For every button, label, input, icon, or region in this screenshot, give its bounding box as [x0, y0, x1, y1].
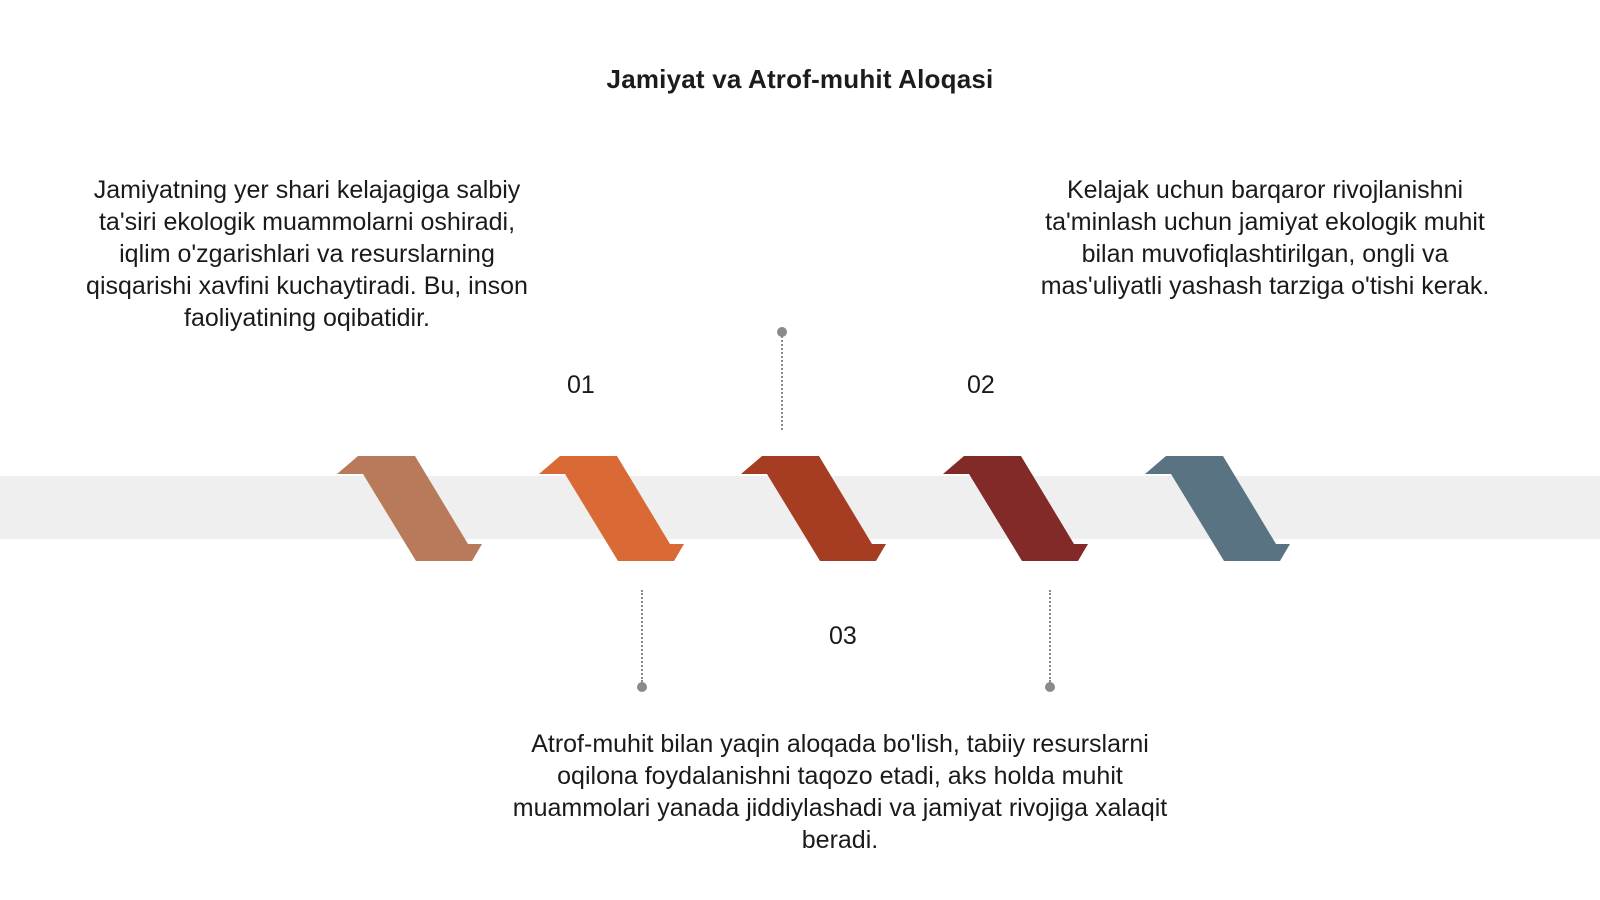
connector-bottom-right — [1049, 590, 1051, 682]
step-number-2: 02 — [967, 371, 995, 399]
chevron-shape-3 — [741, 456, 886, 561]
step-number-3: 03 — [829, 622, 857, 650]
connector-bottom-left-dot — [637, 682, 647, 692]
step-description-2: Kelajak uchun barqaror rivojlanishni ta'minlash uchun jamiyat ekologik muhit bilan muvofiqlashtirilgan, ongli va mas'uliyatli yashash tarziga o'tishi kerak. — [1040, 176, 1490, 300]
connector-bottom-right-dot — [1045, 682, 1055, 692]
connector-top-dot — [777, 327, 787, 337]
connector-top — [781, 336, 783, 430]
step-description-1: Jamiyatning yer shari kelajagiga salbiy ta'siri ekologik muammolarni oshiradi, iqlim o'zgarishlari va resurslarning qisqarishi xavfini kuchaytiradi. Bu, inson faoliyatining oqibatidir. — [86, 176, 528, 332]
chevron-shape-4 — [943, 456, 1088, 561]
connector-bottom-left — [641, 590, 643, 682]
step-number-1: 01 — [567, 371, 595, 399]
chevron-shape-2 — [539, 456, 684, 561]
chevron-shape-5 — [1145, 456, 1290, 561]
slide-title: Jamiyat va Atrof-muhit Aloqasi — [606, 64, 994, 94]
chevron-shape-1 — [337, 456, 482, 561]
step-description-3: Atrof-muhit bilan yaqin aloqada bo'lish, tabiiy resurslarni oqilona foydalanishni taqozo etadi, aks holda muhit muammolari yanada jiddiylashadi va jamiyat rivojiga xalaqit beradi. — [512, 730, 1168, 854]
